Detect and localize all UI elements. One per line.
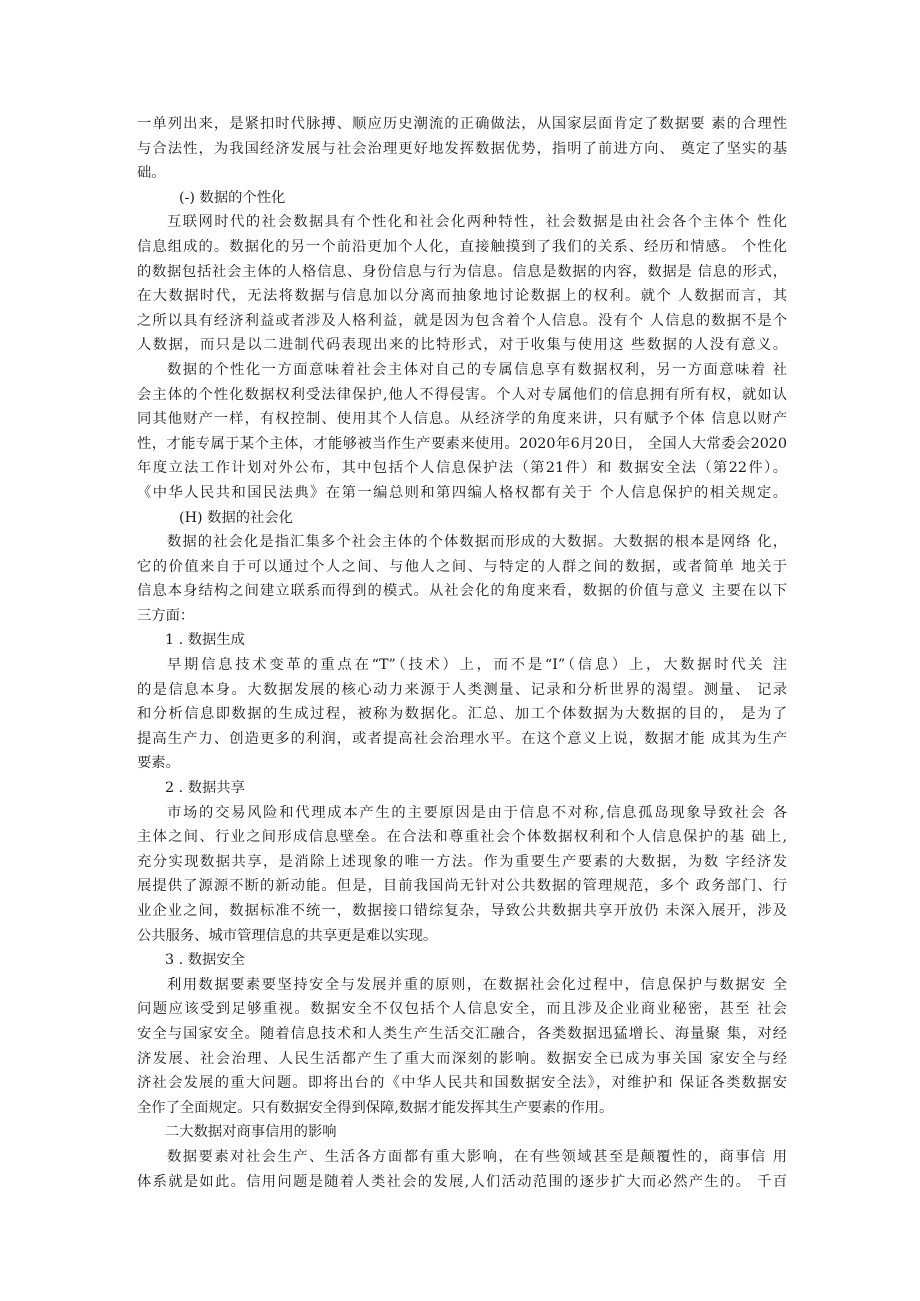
text-line: 在大数据时代，无法将数据与信息加以分离而抽象地讨论数据上的权利。就个 人数据而言，其 <box>137 288 787 305</box>
text-line: 的是信息本身。大数据发展的核心动力来源于人类测量、记录和分析世界的渴望。测量、 记录 <box>137 681 787 698</box>
text-line: 提高生产力、创造更多的利润，或者提高社会治理水平。在这个意义上说，数据才能 成其为生产 <box>137 730 787 747</box>
section-heading: 3 . 数据安全 <box>165 952 245 969</box>
text-line: 互联网时代的社会数据具有个性化和社会化两种特性，社会数据是由社会各个主体个 性化 <box>167 214 787 231</box>
section-heading: 2 . 数据共享 <box>165 780 245 797</box>
text-line: 体系就是如此。信用问题是随着人类社会的发展,人们活动范围的逐步扩大而必然产生的。 千百 <box>137 1173 787 1190</box>
text-line: 之所以具有经济利益或者涉及人格利益，就是因为包含着个人信息。没有个 人信息的数据不是个 <box>137 312 787 329</box>
section-heading: 1 . 数据生成 <box>165 632 245 649</box>
text-line: 《中华人民共和国民法典》在第一编总则和第四编人格权都有关于 个人信息保护的相关规定。 <box>137 484 787 501</box>
text-line: 信息本身结构之间建立联系而得到的模式。从社会化的角度来看，数据的价值与意义 主要在以下 <box>137 583 787 600</box>
text-line: 充分实现数据共享，是消除上述现象的唯一方法。作为重要生产要素的大数据，为数 字经济发 <box>137 853 787 870</box>
text-line: 一单列出来，是紧扣时代脉搏、顺应历史潮流的正确做法，从国家层面肯定了数据要 素的合理性 <box>137 116 787 132</box>
text-line: 性，才能专属于某个主体，才能够被当作生产要素来使用。2020年6月20日， 全国人大常委会2020 <box>137 435 787 452</box>
text-line: 础。 <box>137 165 166 182</box>
text-line: 全作了全面规定。只有数据安全得到保障,数据才能发挥其生产要素的作用。 <box>137 1099 614 1116</box>
text-line: 早期信息技术变革的重点在“T”（技术）上，而不是“I”（信息）上，大数据时代关 注 <box>167 657 787 674</box>
text-line: 和分析信息即数据的生成过程，被称为数据化。汇总、加工个体数据为大数据的目的， 是为了 <box>137 706 787 723</box>
text-line: 与合法性，为我国经济发展与社会治理更好地发挥数据优势，指明了前进方向、 奠定了坚实的基 <box>137 140 787 157</box>
text-line: 济发展、社会治理、人民生活都产生了重大而深刻的影响。数据安全已成为事关国 家安全与经 <box>137 1050 787 1067</box>
text-line: 数据的个性化一方面意味着社会主体对自己的专属信息享有数据权利，另一方面意味着 社 <box>167 361 787 378</box>
document-page <box>137 112 787 1194</box>
section-heading: (-) 数据的个性化 <box>179 189 286 206</box>
text-line: 人数据，而只是以二进制代码表现出来的比特形式，对于收集与使用这 些数据的人没有意义。 <box>137 337 787 354</box>
text-line: 市场的交易风险和代理成本产生的主要原因是由于信息不对称,信息孤岛现象导致社会 各 <box>167 804 787 821</box>
text-line: 信息组成的。数据化的另一个前沿更加个人化，直接触摸到了我们的关系、经历和情感。 个性化 <box>137 238 787 255</box>
text-line: 安全与国家安全。随着信息技术和人类生产生活交汇融合，各类数据迅猛增长、海量聚 集，对经 <box>137 1025 787 1042</box>
section-heading: (H) 数据的社会化 <box>179 509 293 526</box>
text-line: 会主体的个性化数据权利受法律保护,他人不得侵害。个人对专属他们的信息拥有所有权，就如认 <box>137 386 787 403</box>
text-line: 二大数据对商事信用的影响 <box>165 1124 337 1141</box>
text-line: 展提供了源源不断的新动能。但是，目前我国尚无针对公共数据的管理规范，多个 政务部门、行 <box>137 878 787 895</box>
text-line: 同其他财产一样，有权控制、使用其个人信息。从经济学的角度来讲，只有赋予个体 信息以财产 <box>137 411 787 428</box>
text-line: 业企业之间，数据标准不统一，数据接口错综复杂，导致公共数据共享开放仍 未深入展开，涉及 <box>137 903 787 919</box>
text-line: 问题应该受到足够重视。数据安全不仅包括个人信息安全，而且涉及企业商业秘密，甚至 社会 <box>137 1001 787 1018</box>
text-line: 公共服务、城市管理信息的共享更是难以实现。 <box>137 927 438 944</box>
text-line: 数据的社会化是指汇集多个社会主体的个体数据而形成的大数据。大数据的根本是网络 化， <box>167 534 787 551</box>
text-line: 它的价值来自于可以通过个人之间、与他人之间、与特定的人群之间的数据，或者简单 地关于 <box>137 558 787 575</box>
text-line: 的数据包括社会主体的人格信息、身份信息与行为信息。信息是数据的内容，数据是 信息的形式， <box>137 263 787 280</box>
text-line: 三方面： <box>137 607 195 624</box>
text-line: 数据要素对社会生产、生活各方面都有重大影响，在有些领域甚至是颠覆性的，商事信 用 <box>167 1148 787 1165</box>
text-line: 利用数据要素要坚持安全与发展并重的原则，在数据社会化过程中，信息保护与数据安 全 <box>167 976 787 993</box>
text-line: 主体之间、行业之间形成信息壁垒。在合法和尊重社会个体数据权利和个人信息保护的基 础上, <box>137 829 787 846</box>
text-line: 要素。 <box>137 755 180 772</box>
text-line: 年度立法工作计划对外公布，其中包括个人信息保护法（第21件）和 数据安全法（第22件）。 <box>137 460 787 477</box>
text-line: 济社会发展的重大问题。即将出台的《中华人民共和国数据安全法》，对维护和 保证各类数据安 <box>137 1075 787 1092</box>
